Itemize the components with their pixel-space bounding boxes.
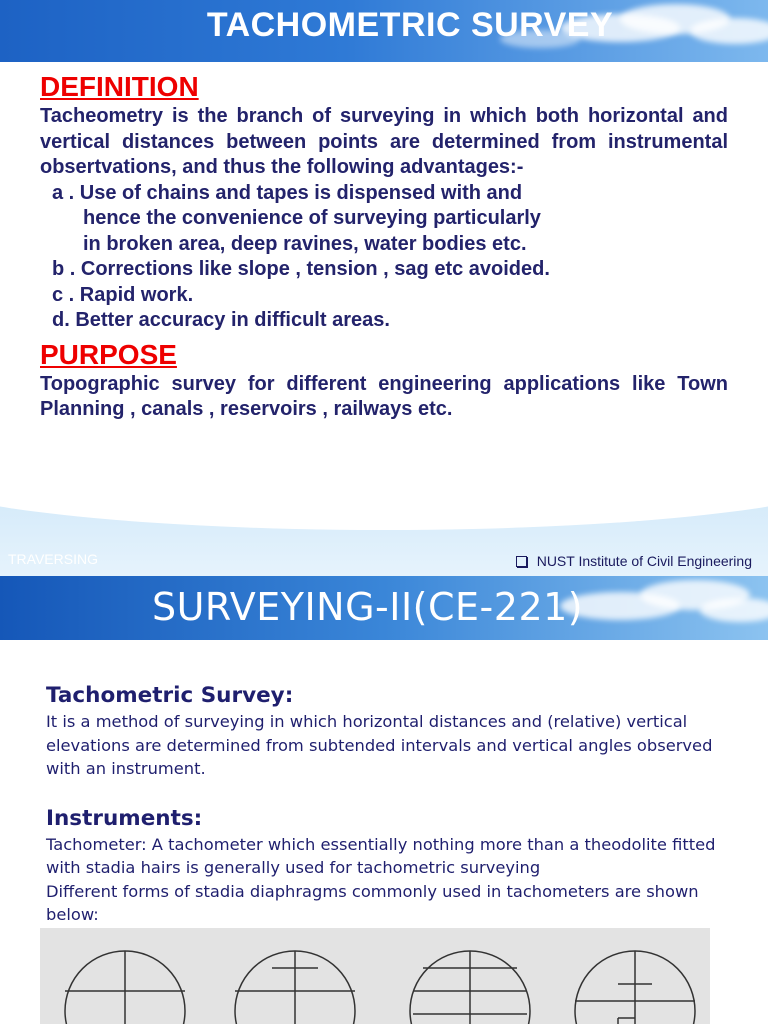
stadia-diaphragm-1-icon: [60, 946, 190, 1024]
advantage-d: d. Better accuracy in difficult areas.: [52, 309, 390, 331]
stadia-diaphragm-2-icon: [230, 946, 360, 1024]
definition-heading: DEFINITION: [40, 71, 199, 102]
stadia-diaphragm-4-icon: [570, 946, 700, 1024]
stadia-diaphragms-figure: [40, 928, 710, 1024]
advantage-a: a . Use of chains and tapes is dispensed with and: [52, 181, 523, 204]
checkbox-bullet-icon: [516, 556, 527, 567]
advantage-b: b . Corrections like slope , tension , sag etc avoided.: [52, 258, 550, 280]
stadia-diaphragm-3-icon: [405, 946, 535, 1024]
definition-section: [40, 70, 728, 423]
slide-surveying-ii: [0, 576, 768, 1024]
definition-text: Tacheometry is the branch of surveying in which both horizontal and vertical distances between points are determined from instrumental obsertvations, and thus the following advantages:-: [40, 105, 728, 178]
footer-section-label: TRAVERSING: [8, 551, 98, 567]
instruments-text: Tachometer: A tachometer which essentially nothing more than a theodolite fitted with stadia hairs is generally used for tachometric surveying: [46, 834, 716, 877]
slide-body: [46, 682, 736, 927]
slide-title: SURVEYING-II(CE-221): [152, 585, 584, 629]
slide-title: TACHOMETRIC SURVEY: [206, 6, 614, 44]
instruments-heading: Instruments:: [46, 805, 203, 831]
advantage-c: c . Rapid work.: [52, 283, 194, 306]
tachometric-survey-heading: Tachometric Survey:: [46, 683, 294, 708]
purpose-heading: PURPOSE: [40, 338, 177, 370]
institute-label: NUST Institute of Civil Engineering: [536, 553, 752, 569]
footer-institute: [516, 553, 752, 569]
purpose-text: Topographic survey for different engineering applications like Town Planning , canals , reservoirs , railways etc.: [40, 372, 728, 420]
advantage-a-line3: in broken area, deep ravines, water bodies etc.: [83, 232, 527, 255]
diaphragms-text: Different forms of stadia diaphragms commonly used in tachometers are shown below:: [46, 881, 699, 924]
tachometric-survey-text: It is a method of surveying in which horizontal distances and (relative) vertical elevations are determined from subtended intervals and vertical angles observed with an instrument.: [46, 712, 713, 778]
advantage-a-line2: hence the convenience of surveying particularly: [83, 207, 541, 229]
